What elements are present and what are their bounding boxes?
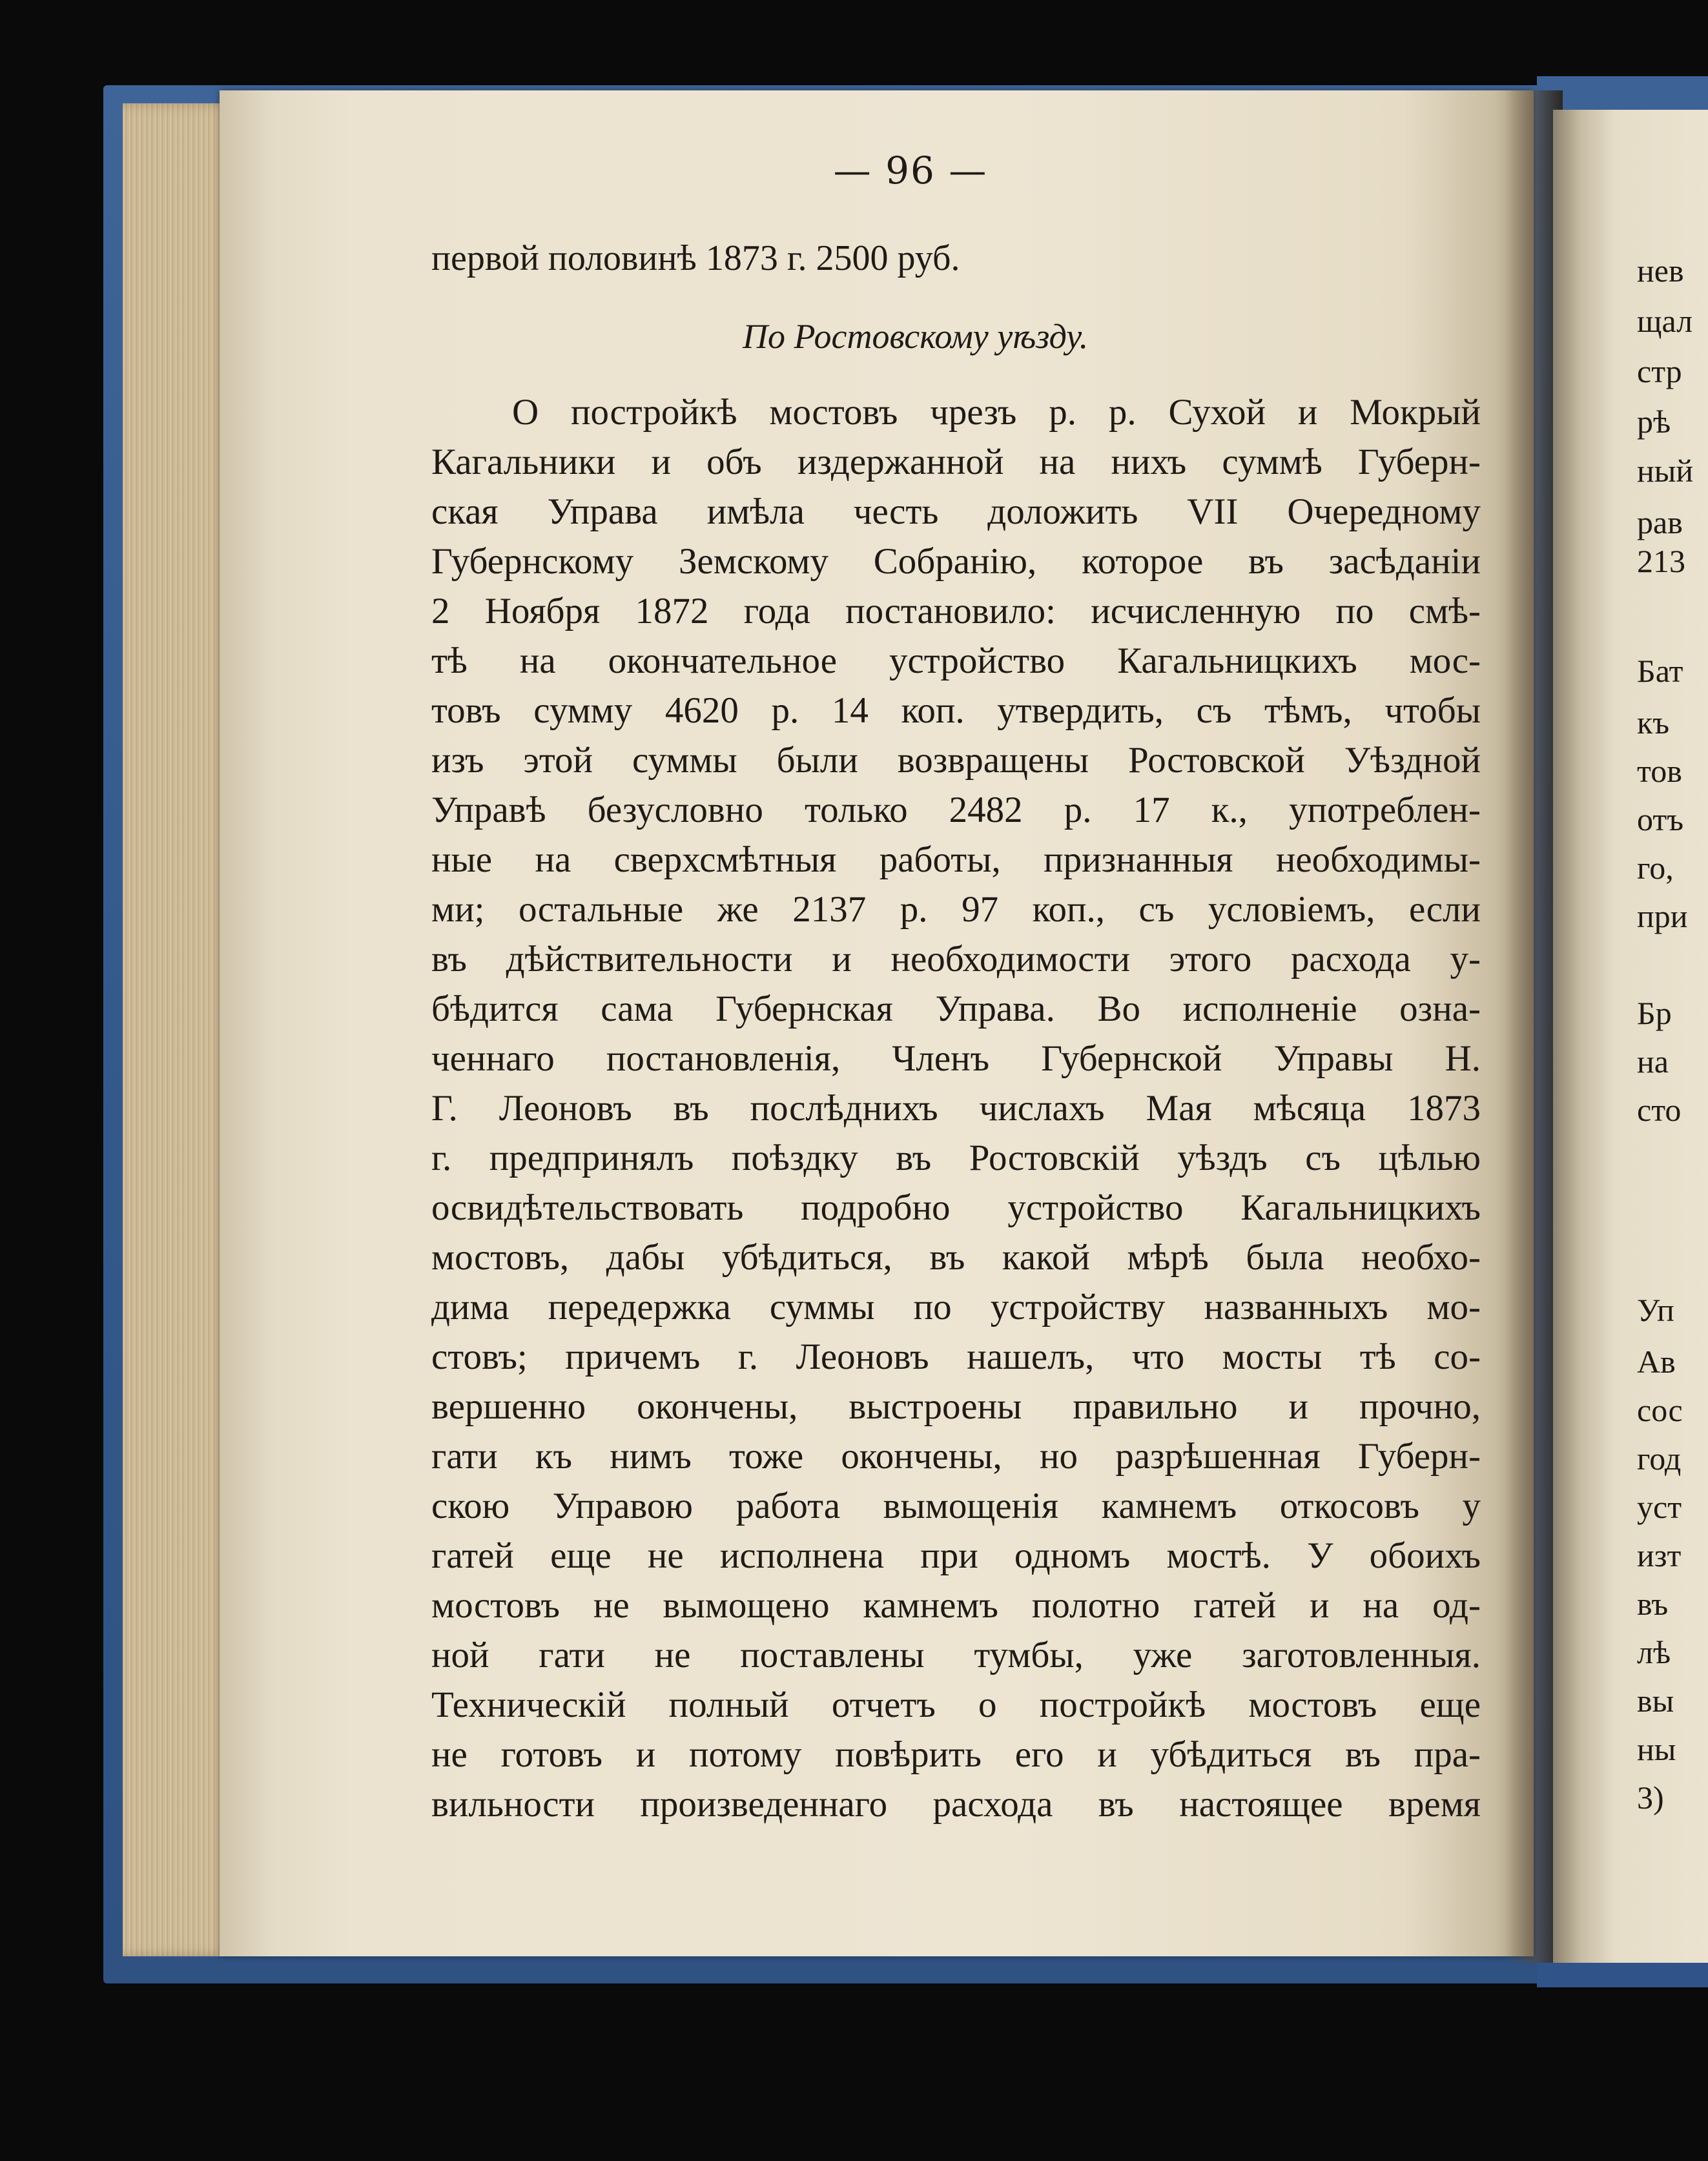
text-line: мостовъ, дабы убѣдиться, въ какой мѣрѣ была необхо-	[431, 1237, 1481, 1278]
right-fragment: къ	[1637, 704, 1670, 741]
right-fragment: Бр	[1637, 995, 1672, 1031]
text-line: вершенно окончены, выстроены правильно и прочно,	[431, 1386, 1481, 1427]
right-fragment: вы	[1637, 1683, 1674, 1719]
text-line: г. предпринялъ поѣздку въ Ростовскій уѣздъ съ цѣлью	[431, 1138, 1481, 1178]
text-line: гати къ нимъ тоже окончены, но разрѣшенная Губерн-	[431, 1436, 1481, 1477]
text-line: гатей еще не исполнена при одномъ мостѣ. У обоихъ	[431, 1535, 1481, 1576]
text-line: ные на сверхсмѣтныя работы, признанныя необходимы-	[431, 839, 1481, 880]
text-line: мостовъ не вымощено камнемъ полотно гатей и на од-	[431, 1585, 1481, 1626]
text-line: ми; остальные же 2137 р. 97 коп., съ условіемъ, если	[431, 889, 1481, 930]
text-line: тѣ на окончательное устройство Кагальницкихъ мос-	[431, 640, 1481, 681]
right-fragment: лѣ	[1637, 1634, 1671, 1670]
right-fragment: изт	[1637, 1537, 1682, 1573]
text-line: О постройкѣ мостовъ чрезъ р. р. Сухой и Мокрый	[512, 392, 1481, 433]
right-fragment: го,	[1637, 850, 1674, 886]
section-heading: По Ростовскому уѣзду.	[743, 317, 1089, 356]
text-line: дима передержка суммы по устройству названныхъ мо-	[431, 1287, 1481, 1327]
right-fragment: отъ	[1637, 801, 1684, 837]
body-text	[431, 387, 1481, 1829]
right-fragment: при	[1637, 898, 1688, 934]
text-line: 2 Ноября 1872 года постановило: исчисленную по смѣ-	[431, 591, 1481, 631]
right-fragment: Ав	[1637, 1344, 1676, 1380]
right-fragment: рѣ	[1637, 404, 1671, 440]
text-line: Техническій полный отчетъ о постройкѣ мостовъ еще	[431, 1685, 1481, 1725]
right-fragment: год	[1637, 1440, 1682, 1477]
text-line: скою Управою работа вымощенія камнемъ откосовъ у	[431, 1486, 1481, 1526]
right-fragment: стр	[1637, 353, 1682, 389]
text-line: товъ сумму 4620 р. 14 коп. утвердить, съ тѣмъ, чтобы	[431, 690, 1481, 731]
text-line: ченнаго постановленія, Членъ Губернской Управы Н.	[431, 1038, 1481, 1079]
right-fragment: 3)	[1637, 1779, 1664, 1816]
right-fragment: ны	[1637, 1731, 1676, 1767]
right-fragment: уст	[1637, 1489, 1682, 1525]
text-line: изъ этой суммы были возвращены Ростовской Уѣздной	[431, 740, 1481, 781]
right-fragment: на	[1637, 1043, 1669, 1080]
text-line: Управѣ безусловно только 2482 р. 17 к., употреблен-	[431, 790, 1481, 830]
text-line: Губернскому Земскому Собранію, которое въ засѣданіи	[431, 541, 1481, 582]
right-fragment: сос	[1637, 1392, 1683, 1428]
right-fragment: Уп	[1637, 1292, 1674, 1328]
text-line: Кагальники и объ издержанной на нихъ суммѣ Губерн-	[431, 442, 1481, 482]
right-fragment: сто	[1637, 1092, 1682, 1128]
right-fragment: нев	[1637, 252, 1684, 289]
text-line: бѣдится сама Губернская Управа. Во исполненіе озна-	[431, 988, 1481, 1029]
page-edges	[123, 103, 236, 1956]
text-line: стовъ; причемъ г. Леоновъ нашелъ, что мосты тѣ со-	[431, 1337, 1481, 1377]
right-fragment: рав	[1637, 504, 1683, 540]
text-line: вильности произведеннаго расхода въ настоящее время	[431, 1784, 1481, 1825]
text-line: въ дѣйствительности и необходимости этого расхода у-	[431, 939, 1481, 979]
right-fragment: ный	[1637, 453, 1694, 489]
right-fragment: щал	[1637, 303, 1693, 339]
text-line: не готовъ и потому повѣрить его и убѣдиться въ пра-	[431, 1734, 1481, 1775]
first-line: первой половинѣ 1873 г. 2500 руб.	[431, 238, 960, 278]
right-fragment: Бат	[1637, 653, 1683, 689]
right-fragment: въ	[1637, 1586, 1669, 1622]
text-line: ной гати не поставлены тумбы, уже заготовленныя.	[431, 1635, 1481, 1675]
right-fragment: 213	[1637, 543, 1685, 579]
page-number: — 96 —	[833, 149, 988, 192]
text-line: Г. Леоновъ въ послѣднихъ числахъ Мая мѣсяца 1873	[431, 1088, 1481, 1129]
right-fragment: тов	[1637, 753, 1682, 789]
text-line: освидѣтельствовать подробно устройство Кагальницкихъ	[431, 1187, 1481, 1228]
text-line: ская Управа имѣла честь доложить VII Очередному	[431, 491, 1481, 532]
right-page	[1553, 110, 1708, 1963]
